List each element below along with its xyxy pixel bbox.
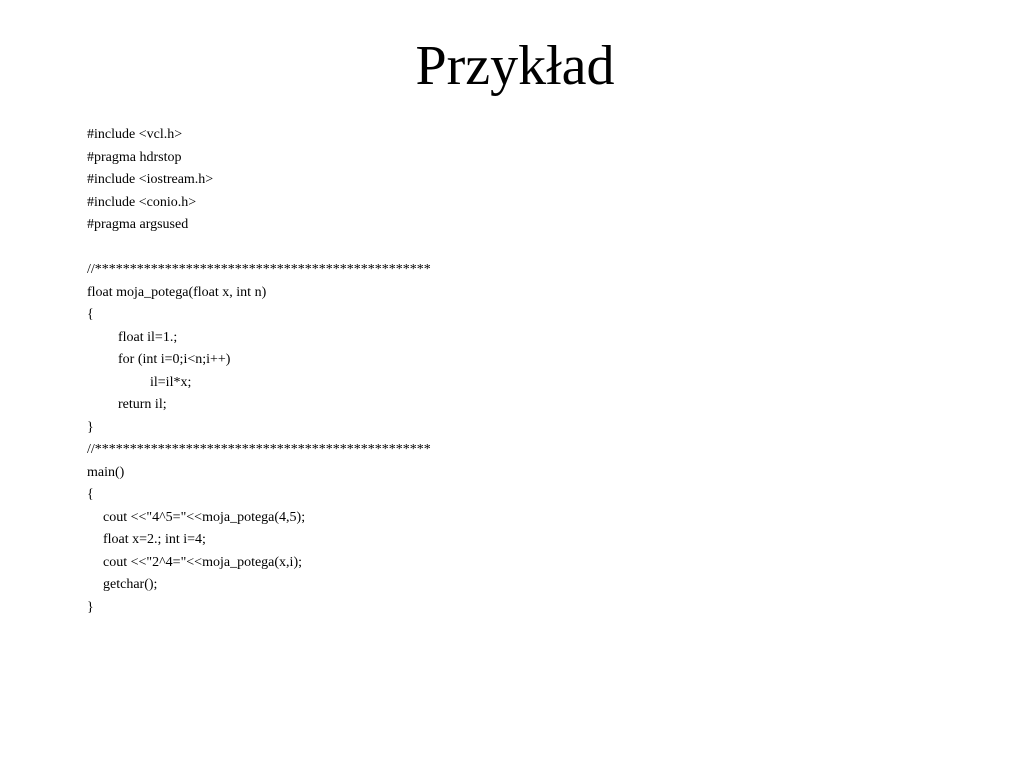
code-line: #include <vcl.h> bbox=[87, 127, 183, 142]
code-line: { bbox=[87, 307, 94, 322]
code-line: float moja_potega(float x, int n) bbox=[87, 284, 267, 300]
code-line: getchar(); bbox=[103, 577, 158, 592]
code-line: #pragma hdrstop bbox=[87, 149, 182, 165]
code-line: cout <<"4^5="<<moja_potega(4,5); bbox=[103, 509, 306, 525]
comment-separator: //************************************************ bbox=[87, 442, 431, 457]
code-line: float il=1.; bbox=[118, 329, 178, 345]
code-line: il=il*x; bbox=[150, 374, 192, 390]
code-line: return il; bbox=[118, 397, 167, 412]
comment-separator: //************************************************ bbox=[87, 262, 431, 277]
code-line: #pragma argsused bbox=[87, 217, 189, 232]
code-line: #include <conio.h> bbox=[87, 194, 197, 210]
code-line-blank bbox=[87, 237, 431, 260]
code-line: float x=2.; int i=4; bbox=[103, 532, 206, 547]
slide-title: Przykład bbox=[415, 35, 615, 97]
code-line: } bbox=[87, 599, 94, 615]
code-listing bbox=[87, 124, 431, 619]
code-line: for (int i=0;i<n;i++) bbox=[118, 352, 231, 367]
code-line: } bbox=[87, 419, 94, 435]
code-line: cout <<"2^4="<<moja_potega(x,i); bbox=[103, 554, 302, 570]
code-line: #include <iostream.h> bbox=[87, 172, 214, 187]
code-line: { bbox=[87, 487, 94, 502]
code-line: main() bbox=[87, 464, 125, 480]
